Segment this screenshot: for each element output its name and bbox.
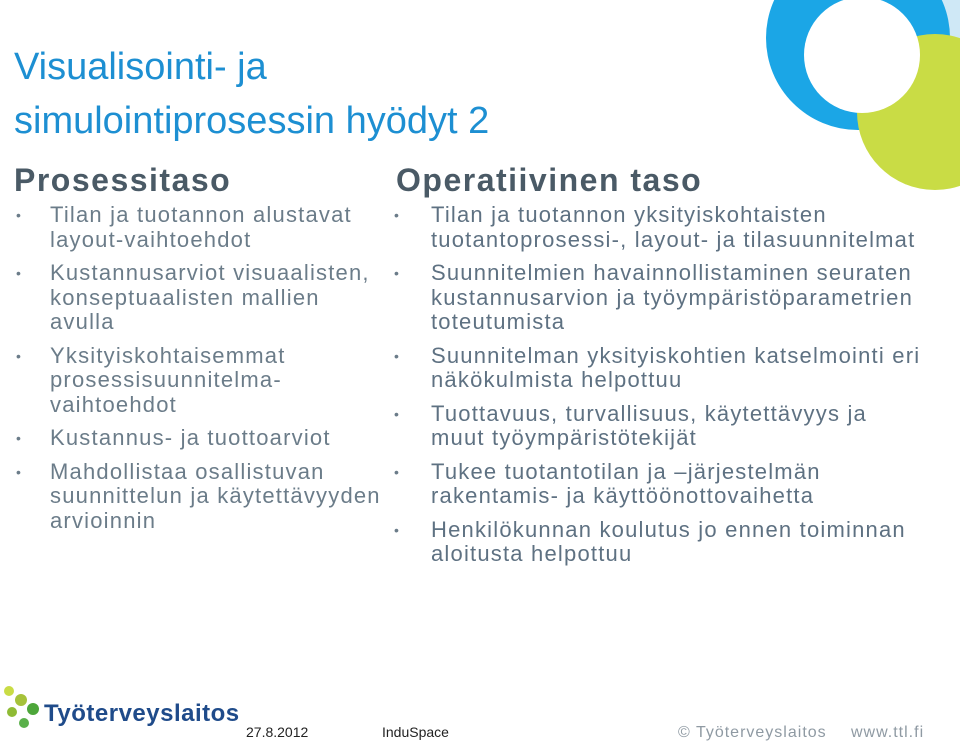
list-item bbox=[392, 344, 922, 393]
bullet-icon: • bbox=[16, 265, 23, 281]
slide-title-line-1: Visualisointi- ja bbox=[14, 46, 267, 88]
bullet-icon: • bbox=[16, 347, 23, 364]
list-item-text: Henkilökunnan koulutus jo ennen toiminnan aloitusta helpottuu bbox=[431, 516, 906, 566]
footer-project: InduSpace bbox=[382, 724, 449, 740]
bullet-icon: • bbox=[394, 347, 401, 364]
list-item bbox=[14, 426, 384, 451]
list-item bbox=[14, 261, 384, 335]
left-bullet-list bbox=[14, 203, 384, 542]
list-item-text: Yksityiskohtaisemmat prosessisuunnitelma-vaihtoehdot bbox=[50, 342, 286, 417]
list-item bbox=[392, 460, 922, 509]
footer-copyright: © Työterveyslaitos bbox=[678, 724, 827, 741]
decorative-circle-white bbox=[804, 0, 920, 113]
list-item-text: Suunnitelmien havainnollistaminen seuraten kustannusarvion ja työympäristöparametrien toteutumista bbox=[431, 260, 914, 334]
slide-title-line-2: simulointiprosessin hyödyt 2 bbox=[14, 100, 490, 142]
list-item-text: Kustannus- ja tuottoarviot bbox=[50, 425, 331, 450]
list-item bbox=[14, 203, 384, 252]
bullet-icon: • bbox=[16, 430, 23, 446]
bullet-icon: • bbox=[394, 207, 401, 223]
ttl-logo-icon bbox=[4, 686, 39, 728]
list-item-text: Mahdollistaa osallistuvan suunnittelun ja käytettävyyden arvioinnin bbox=[50, 458, 381, 533]
bullet-icon: • bbox=[394, 521, 401, 538]
list-item bbox=[14, 460, 384, 534]
bullet-icon: • bbox=[394, 463, 401, 480]
list-item bbox=[14, 344, 384, 418]
list-item-text: Suunnitelman yksityiskohtien katselmointi eri näkökulmista helpottuu bbox=[431, 342, 921, 392]
list-item bbox=[392, 203, 922, 252]
list-item-text: Tuottavuus, turvallisuus, käytettävyys ja muut työympäristötekijät bbox=[431, 400, 867, 450]
list-item bbox=[392, 518, 922, 567]
list-item bbox=[392, 402, 922, 451]
right-column-heading: Operatiivinen taso bbox=[396, 162, 703, 198]
bullet-icon: • bbox=[16, 463, 23, 480]
bullet-icon: • bbox=[394, 265, 401, 281]
slide-title bbox=[14, 40, 489, 148]
footer-brand-logo: Työterveyslaitos bbox=[44, 700, 240, 727]
list-item-text: Tilan ja tuotannon alustavat layout-vaihtoehdot bbox=[50, 202, 352, 252]
bullet-icon: • bbox=[394, 405, 401, 422]
list-item-text: Tukee tuotantotilan ja –järjestelmän rakentamis- ja käyttöönottovaihetta bbox=[431, 458, 821, 508]
footer-website-link[interactable]: www.ttl.fi bbox=[851, 724, 925, 741]
list-item-text: Tilan ja tuotannon yksityiskohtaisten tuotantoprosessi-, layout- ja tilasuunnitelmat bbox=[431, 202, 916, 252]
footer-date: 27.8.2012 bbox=[246, 724, 309, 740]
list-item bbox=[392, 261, 922, 335]
right-bullet-list bbox=[392, 203, 922, 576]
left-column-heading: Prosessitaso bbox=[14, 162, 232, 198]
list-item-text: Kustannusarviot visuaalisten, konseptuaalisten mallien avulla bbox=[50, 260, 370, 334]
bullet-icon: • bbox=[16, 207, 23, 223]
